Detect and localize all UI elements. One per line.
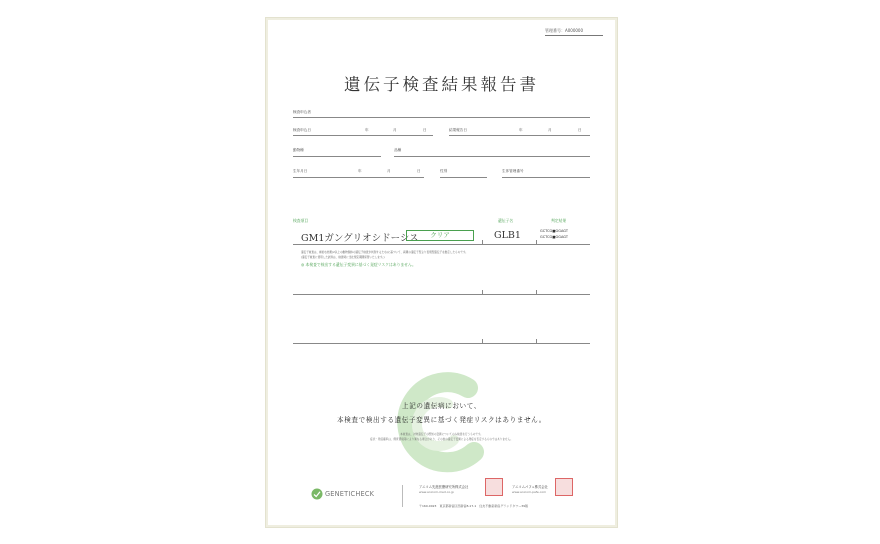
- empty-row-1-divider-1: [482, 290, 483, 294]
- empty-row-1-divider-2: [536, 290, 537, 294]
- id-line: [502, 177, 590, 178]
- empty-row-2-divider-1: [482, 339, 483, 343]
- document-title: 遺伝子検査結果報告書: [344, 75, 539, 94]
- company-2-url: www.anicom-pafe.com: [512, 490, 547, 494]
- birthdate-line: [293, 177, 424, 178]
- empty-row-2: [293, 343, 590, 344]
- management-number-underline: [545, 35, 603, 36]
- applicant-line: [293, 117, 590, 118]
- breed-label: 動物種: [293, 148, 304, 152]
- disease-name: GM1ガングリオシドーシス: [301, 233, 419, 244]
- genotype-label: 判定結果: [551, 218, 567, 223]
- test-date-year: 年: [365, 128, 369, 132]
- conclusion-small-1: 本検査は、対象遺伝子の既知の変異についてのみ検査を行うものです。: [400, 433, 483, 436]
- applicant-label: 検査申込者: [293, 110, 311, 114]
- conclusion-line-2: 本検査で検出する遺伝子変異に基づく発症リスクはありません。: [337, 416, 546, 424]
- breed-line: [293, 156, 381, 157]
- explanation-text: 遺伝子検査は、劇的な結果(2以上の動物個体の遺伝子検査が判別するため)に基づいて、両親の遺伝子型より表現型遺伝子を推定したものです。: [301, 251, 468, 254]
- sex-label: 性別: [440, 169, 448, 173]
- empty-row-1: [293, 294, 590, 295]
- result-status-badge: クリア: [406, 230, 474, 241]
- birthdate-label: 生年月日: [293, 169, 308, 173]
- report-date-month: 月: [548, 128, 552, 132]
- conclusion-small-2: 症状・発症確率は、飼育環境等により異なる場合があり、その他の遺伝子変異による発症を否定するものではありません。: [370, 438, 513, 441]
- footer-divider: [402, 485, 403, 507]
- birthdate-day: 日: [417, 169, 421, 173]
- gene-name: GLB1: [494, 230, 521, 241]
- test-date-label: 検査申込日: [293, 128, 311, 132]
- test-date-month: 月: [393, 128, 397, 132]
- birthdate-year: 年: [358, 169, 362, 173]
- test-date-day: 日: [423, 128, 427, 132]
- sex-line: [440, 177, 487, 178]
- report-date-year: 年: [519, 128, 523, 132]
- birthdate-month: 月: [387, 169, 391, 173]
- empty-row-2-divider-2: [536, 339, 537, 343]
- genotype-line-2: GCTCG■GGAGT: [540, 235, 569, 239]
- company-1-url: www.anicom-med.co.jp: [419, 490, 454, 494]
- gene-label: 遺伝子名: [498, 218, 514, 223]
- result-row-line: [293, 244, 590, 245]
- report-date-label: 結果報告日: [449, 128, 467, 132]
- genotype-line-1: GCTCG■GGAGT: [540, 229, 569, 233]
- risk-note: ◎ 本検査で検出する遺伝子変異に基づく発症リスクはありません。: [301, 262, 416, 267]
- company-1-name: アニコム先進医療研究所株式会社: [419, 485, 469, 489]
- geneticheck-logo-icon: [311, 488, 323, 500]
- report-date-line: [449, 135, 590, 136]
- report-date-day: 日: [578, 128, 582, 132]
- item-label: 検査項目: [293, 218, 309, 223]
- report-sheet: [268, 20, 615, 525]
- company-2-seal-icon: [555, 478, 573, 496]
- name-line: [394, 156, 590, 157]
- id-label: 生体管理番号: [502, 169, 524, 173]
- conclusion-line-1: 上記の遺伝病において、: [402, 402, 481, 410]
- result-divider-1: [482, 240, 483, 244]
- result-divider-2: [536, 240, 537, 244]
- footer-address: 〒160-0023 東京都新宿区西新宿8-17-1 住友不動産新宿グランドタワー39階: [419, 504, 529, 508]
- company-1-seal-icon: [485, 478, 503, 496]
- company-2-name: アニコムパフェ株式会社: [512, 485, 548, 489]
- test-date-line: [293, 135, 433, 136]
- explanation-text-2: (遺伝子検査に使用した試料は、検査時に当社規定期間保管いたします。): [301, 256, 385, 259]
- name-label: 品種: [394, 148, 402, 152]
- geneticheck-logo: GENETICHECK: [325, 490, 375, 498]
- management-number: 管理番号：A000000: [545, 28, 584, 33]
